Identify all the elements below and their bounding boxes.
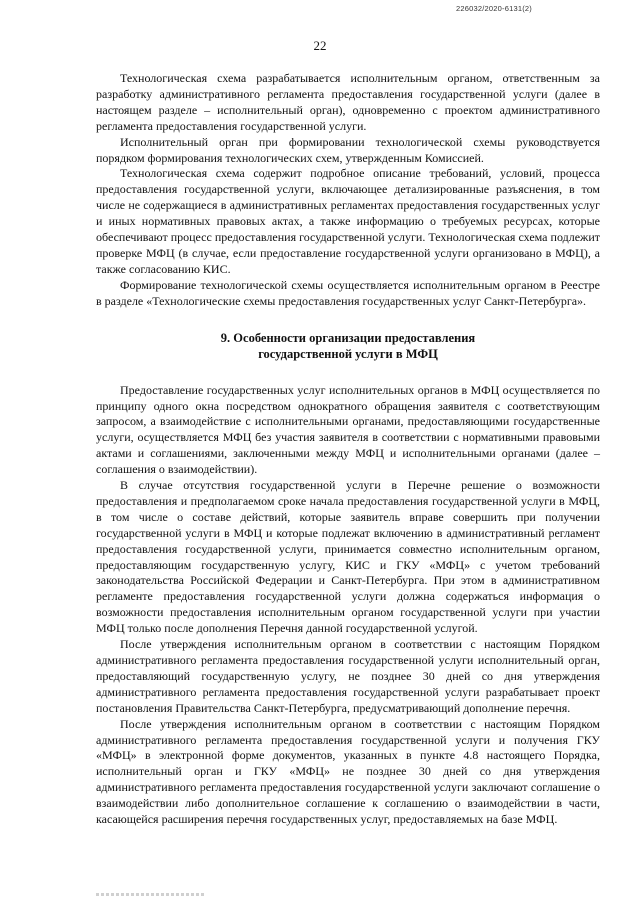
section-heading-line: 9. Особенности организации предоставления bbox=[220, 330, 476, 345]
paragraph: В случае отсутствия государственной услуги в Перечне решение о возможности предоставления и предполагаемом сроке начала предоставления государственной услуги в МФЦ, в том числе о составе действий, которые заявитель вправе совершить при получении государственной услуги в МФЦ и которые подлежат включению в административный регламент предоставления государственной услуги, принимается совместно исполнительным органом, предоставляющим государственную услугу, КИС и ГКУ «МФЦ» с учетом требований законодательства Российской Федерации и Санкт-Петербурга. При этом в административном регламенте предоставления государственной услуги должна содержаться информация о возможности предоставления исполнительным органом государственной услуги при участии МФЦ только после дополнения Перечня данной государственной услугой. bbox=[96, 478, 600, 636]
document-body bbox=[96, 71, 600, 828]
section-heading-line: государственной услуги в МФЦ bbox=[258, 346, 438, 361]
paragraph: После утверждения исполнительным органом в соответствии с настоящим Порядком административного регламента предоставления государственной услуги и получения ГКУ «МФЦ» в электронной форме документов, указанных в пункте 4.8 настоящего Порядка, исполнительный орган и ГКУ «МФЦ» не позднее 30 дней со дня утверждения административного регламента предоставления государственной услуги заключают соглашение о взаимодействии либо дополнительное соглашение к соглашению о взаимодействии в части, касающейся расширения перечня государственных услуг, предоставляемых на базе МФЦ. bbox=[96, 716, 600, 827]
paragraph: Технологическая схема разрабатывается исполнительным органом, ответственным за разработку административного регламента предоставления государственной услуги (далее в настоящем разделе – исполнительный орган), одновременно с проектом административного регламента предоставления государственной услуги. bbox=[96, 71, 600, 133]
page-number: 22 bbox=[313, 38, 327, 53]
scan-artifact bbox=[96, 893, 206, 896]
paragraph: Исполнительный орган при формировании технологической схемы руководствуется порядком формирования технологических схем, утвержденным Комиссией. bbox=[96, 134, 600, 165]
paragraph: Технологическая схема содержит подробное описание требований, условий, процесса предоставления государственной услуги, включающее детализированные разъяснения, в том числе не содержащиеся в административных регламентах предоставления государственных услуг и иных нормативных правовых актах, а также информацию о требуемых ресурсах, которые обеспечивают процесс предоставления государственной услуги. Технологическая схема подлежит проверке МФЦ (в случае, если предоставление государственной услуги организовано в МФЦ), а также согласованию КИС. bbox=[96, 166, 600, 276]
paragraph: После утверждения исполнительным органом в соответствии с настоящим Порядком административного регламента предоставления государственной услуги исполнительный орган, предоставляющий государственную услугу, не позднее 30 дней со дня утверждения административного регламента предоставления государственной услуги разрабатывает проект постановления Правительства Санкт-Петербурга, предусматривающий дополнение перечня. bbox=[96, 637, 600, 715]
paragraph: Предоставление государственных услуг исполнительных органов в МФЦ осуществляется по принципу одного окна посредством однократного обращения заявителя с соответствующим запросом, а взаимодействие с исполнительными органами, предоставляющими государственные услуги, осуществляется МФЦ без участия заявителя в соответствии с нормативными правовыми актами и соглашениями, заключенными между МФЦ и исполнительными органами (далее – соглашения о взаимодействии). bbox=[96, 382, 600, 477]
paragraph: Формирование технологической схемы осуществляется исполнительным органом в Реестре в разделе «Технологические схемы предоставления государственных услуг Санкт-Петербурга». bbox=[96, 277, 600, 308]
document-registration-code: 226032/2020-6131(2) bbox=[456, 4, 532, 13]
section-heading bbox=[96, 330, 600, 362]
